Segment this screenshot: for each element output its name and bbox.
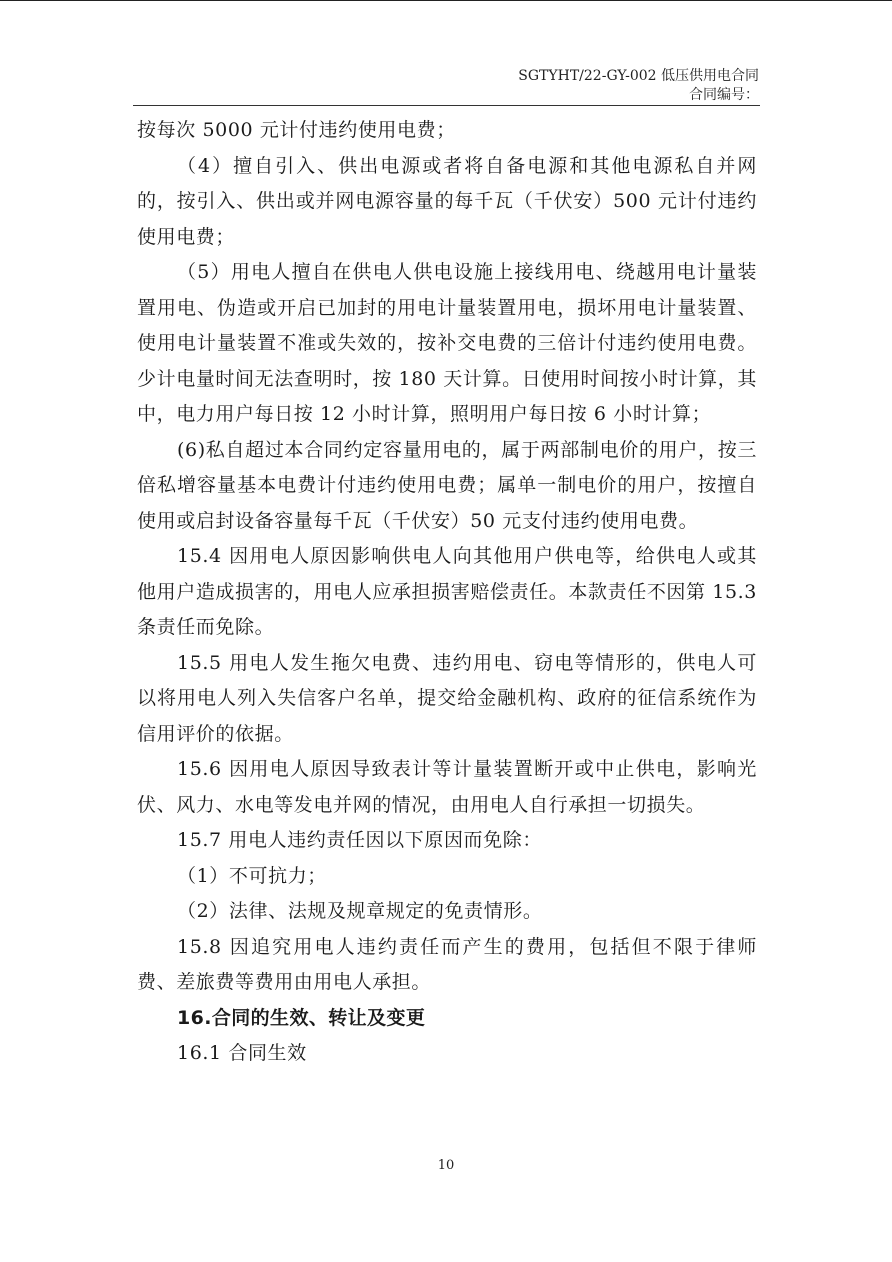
paragraph-clause-15-8: 15.8 因追究用电人违约责任而产生的费用，包括但不限于律师费、差旅费等费用由用电人承担。 bbox=[137, 935, 757, 993]
paragraph-clause-15-5: 15.5 用电人发生拖欠电费、违约用电、窃电等情形的，供电人可以将用电人列入失信客户名单，提交给金融机构、政府的征信系统作为信用评价的依据。 bbox=[137, 651, 757, 745]
paragraph-item-6: (6)私自超过本合同约定容量用电的，属于两部制电价的用户，按三倍私增容量基本电费计付违约使用电费；属单一制电价的用户，按擅自使用或启封设备容量每千瓦（千伏安）50 元支付违约使用电费。 bbox=[137, 438, 757, 532]
header-contract-number: 合同编号： bbox=[689, 87, 759, 103]
paragraph-item-4: （4）擅自引入、供出电源或者将自备电源和其他电源私自并网的，按引入、供出或并网电源容量的每千瓦（千伏安）500 元计付违约使用电费； bbox=[137, 154, 757, 248]
header-contract-title: SGTYHT/22-GY-002 低压供用电合同 bbox=[518, 68, 759, 84]
header-divider bbox=[133, 105, 760, 106]
paragraph-item-5: （5）用电人擅自在供电人供电设施上接线用电、绕越用电计量装置用电、伪造或开启已加封的用电计量装置用电，损坏用电计量装置、使用电计量装置不准或失效的，按补交电费的三倍计付违约使用电费。少计电量时间无法查明时，按 180 天计算。日使用时间按小时计算，其中，电力用户每日按 12 小时计算，照明用户每日按 6 小时计算； bbox=[137, 261, 757, 425]
paragraph-clause-16-1: 16.1 合同生效 bbox=[177, 1042, 307, 1064]
paragraph-continuation: 按每次 5000 元计付违约使用电费； bbox=[137, 119, 456, 141]
page-number: 10 bbox=[437, 1158, 455, 1173]
paragraph-exemption-2: （2）法律、法规及规章规定的免责情形。 bbox=[177, 900, 543, 922]
document-header bbox=[518, 67, 759, 105]
paragraph-clause-15-6: 15.6 因用电人原因导致表计等计量装置断开或中止供电，影响光伏、风力、水电等发电并网的情况，由用电人自行承担一切损失。 bbox=[137, 758, 757, 816]
section-heading-16: 16.合同的生效、转让及变更 bbox=[177, 1006, 426, 1029]
paragraph-clause-15-7: 15.7 用电人违约责任因以下原因而免除： bbox=[177, 829, 542, 851]
page-top-edge bbox=[0, 0, 892, 1]
document-body bbox=[137, 113, 757, 1072]
paragraph-exemption-1: （1）不可抗力； bbox=[177, 864, 327, 887]
paragraph-clause-15-4: 15.4 因用电人原因影响供电人向其他用户供电等，给供电人或其他用户造成损害的，用电人应承担损害赔偿责任。本款责任不因第 15.3 条责任而免除。 bbox=[137, 545, 757, 638]
